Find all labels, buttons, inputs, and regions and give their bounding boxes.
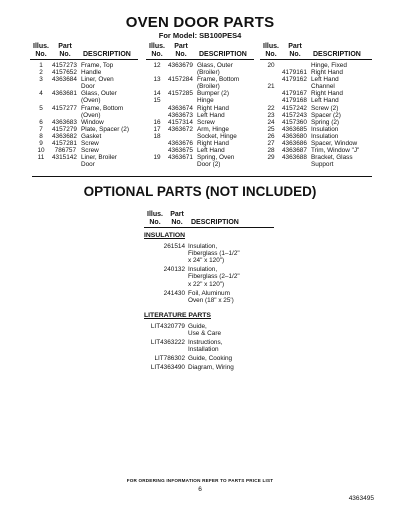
part-number: LIT4363490 <box>150 364 185 372</box>
part-number: LIT4363222 <box>150 339 185 347</box>
part-description: Spring, Oven <box>197 154 235 162</box>
part-number: 4179167 <box>282 90 307 98</box>
table-row <box>30 90 138 97</box>
part-description: Bumper (2) <box>197 90 229 98</box>
illus-number: 29 <box>267 154 275 162</box>
part-number <box>144 297 188 304</box>
header-illus-cell <box>260 43 282 58</box>
part-number: 4363685 <box>282 125 307 133</box>
table-row <box>30 154 138 161</box>
table-row <box>146 133 254 140</box>
part-description: Handle <box>81 69 102 77</box>
table-row <box>30 133 138 140</box>
part-number: 4363683 <box>52 118 77 126</box>
table-row <box>30 69 138 76</box>
list-item <box>144 266 274 273</box>
part-description: Glass, Outer <box>197 62 233 69</box>
literature-list <box>144 323 274 372</box>
illus-number <box>146 105 168 112</box>
part-description: Foil, Aluminum <box>188 289 230 297</box>
part-number: 4363676 <box>168 140 193 148</box>
header-illus-no: No. <box>149 218 161 226</box>
part-description: Plate, Spacer (2) <box>81 125 129 133</box>
part-description: Guide, Cooking <box>188 355 233 363</box>
part-number: 4363687 <box>282 147 307 155</box>
part-number: 4157281 <box>52 140 77 148</box>
part-number: 4363672 <box>168 125 193 133</box>
illus-number: 6 <box>39 118 43 126</box>
parts-table-header <box>260 43 372 60</box>
part-description: Frame, Bottom <box>197 76 240 84</box>
list-item <box>144 250 274 257</box>
table-row <box>30 126 138 133</box>
table-row <box>146 62 254 69</box>
part-number: 4157279 <box>52 125 77 133</box>
illus-number: 24 <box>267 118 275 126</box>
part-number: 4363686 <box>282 140 307 148</box>
table-row <box>260 97 372 104</box>
illus-number <box>30 83 52 90</box>
header-illus: Illus. <box>263 43 279 50</box>
part-description: Trim, Window "J" <box>311 147 360 155</box>
table-row <box>260 83 372 90</box>
illus-number: 9 <box>39 140 43 148</box>
header-illus-cell <box>146 43 168 58</box>
parts-table-header <box>30 43 138 60</box>
header-illus: Illus. <box>147 211 163 218</box>
part-number: LIT786302 <box>154 355 185 363</box>
table-row <box>260 161 372 168</box>
part-description: Right Hand <box>311 90 343 98</box>
part-number: 240132 <box>163 266 185 274</box>
part-description: Door <box>81 161 95 169</box>
table-row <box>146 76 254 83</box>
part-description: Hinge <box>197 97 214 105</box>
part-description: Insulation <box>311 125 339 133</box>
part-description: Use & Care <box>188 330 222 338</box>
header-illus-no: No. <box>35 50 47 58</box>
header-part-no: No. <box>171 218 183 226</box>
table-row <box>260 62 372 69</box>
table-row <box>260 147 372 154</box>
illus-number: 5 <box>39 104 43 112</box>
illus-number <box>260 90 282 97</box>
table-row <box>146 161 254 168</box>
part-description: Spacer, Window <box>311 140 358 148</box>
insulation-list <box>144 243 274 304</box>
list-item <box>144 243 274 250</box>
literature-section-label: LITERATURE PARTS <box>144 311 211 319</box>
part-description: Door (2) <box>197 161 221 169</box>
table-row <box>146 83 254 90</box>
table-row <box>260 112 372 119</box>
illus-number: 16 <box>153 118 161 126</box>
illus-number <box>146 69 168 76</box>
illus-number: 26 <box>267 132 275 140</box>
part-number <box>282 83 308 90</box>
table-row <box>30 112 138 119</box>
part-description: Fiberglass (1–1/2" <box>188 250 240 258</box>
part-number <box>168 69 194 76</box>
table-row <box>30 140 138 147</box>
table-row <box>146 105 254 112</box>
part-description: Screw <box>81 140 99 148</box>
table-row <box>260 133 372 140</box>
table-row <box>260 90 372 97</box>
part-description: Frame, Bottom <box>81 104 124 112</box>
illus-number: 19 <box>153 154 161 162</box>
part-description: (Oven) <box>81 97 101 105</box>
part-number <box>144 346 188 353</box>
part-number <box>168 97 194 104</box>
part-description: x 24" x 120") <box>188 257 225 265</box>
part-number: 241430 <box>163 289 185 297</box>
illus-number <box>146 161 168 168</box>
table-row <box>260 140 372 147</box>
part-description: Insulation <box>311 132 339 140</box>
table-row <box>146 69 254 76</box>
part-description: Gasket <box>81 132 102 140</box>
part-number <box>168 83 194 90</box>
illus-number <box>260 97 282 104</box>
illus-number: 22 <box>267 104 275 112</box>
part-number: 786757 <box>54 147 76 155</box>
list-item <box>144 257 274 264</box>
illus-number: 7 <box>39 125 43 133</box>
part-number: 4363682 <box>52 132 77 140</box>
illus-number: 3 <box>39 76 43 84</box>
part-number: 4363680 <box>282 132 307 140</box>
part-number: 4363681 <box>52 90 77 98</box>
list-item <box>144 323 274 330</box>
part-number <box>144 257 188 264</box>
illus-number: 2 <box>39 69 43 77</box>
part-description: Left Hand <box>197 111 225 119</box>
part-description: Liner, Broiler <box>81 154 117 162</box>
illus-number <box>146 83 168 90</box>
illus-number: 17 <box>153 125 161 133</box>
part-number: 4157314 <box>168 118 193 126</box>
part-number: 4179168 <box>282 97 307 105</box>
table-row <box>260 69 372 76</box>
header-part: Part <box>58 43 72 50</box>
header-description: DESCRIPTION <box>191 218 239 226</box>
illus-number: 8 <box>39 132 43 140</box>
part-description: Liner, Oven <box>81 76 114 84</box>
illus-number <box>30 97 52 104</box>
table-row <box>146 112 254 119</box>
table-row <box>30 147 138 154</box>
header-part-cell <box>52 43 80 58</box>
illus-number: 21 <box>267 83 275 91</box>
header-description: DESCRIPTION <box>83 50 131 58</box>
part-number: 4363674 <box>168 104 193 112</box>
part-description: Right Hand <box>197 104 229 112</box>
illus-number: 20 <box>267 62 275 69</box>
footer-note: FOR ORDERING INFORMATION REFER TO PARTS PRICE LIST <box>126 478 274 483</box>
part-description: Left Hand <box>197 147 225 155</box>
table-row <box>146 140 254 147</box>
part-number: LIT4320779 <box>150 322 185 330</box>
header-illus-no: No. <box>265 50 277 58</box>
table-row <box>146 119 254 126</box>
part-number: 4363679 <box>168 62 193 69</box>
part-description: Socket, Hinge <box>197 132 237 140</box>
part-number <box>144 281 188 288</box>
insulation-section-label: INSULATION <box>144 232 186 239</box>
part-number: 4157242 <box>282 104 307 112</box>
part-number: 4157360 <box>282 118 307 126</box>
table-row <box>30 62 138 69</box>
table-row <box>146 147 254 154</box>
header-part-no: No. <box>59 50 71 58</box>
list-item <box>144 297 274 304</box>
header-part-cell <box>168 43 196 58</box>
part-number: 261514 <box>163 243 185 251</box>
part-number: 4157243 <box>282 111 307 119</box>
table-row <box>30 83 138 90</box>
header-illus-no: No. <box>151 50 163 58</box>
part-description: Left Hand <box>311 97 339 105</box>
parts-column-1 <box>30 43 138 168</box>
illus-number: 1 <box>39 62 43 69</box>
part-description: Channel <box>311 83 335 91</box>
table-row <box>260 76 372 83</box>
list-item <box>144 281 274 288</box>
header-part: Part <box>174 43 188 50</box>
header-description: DESCRIPTION <box>313 50 361 58</box>
header-part: Part <box>170 211 184 218</box>
part-description: Screw (2) <box>311 104 339 112</box>
table-row <box>146 90 254 97</box>
table-row <box>260 119 372 126</box>
part-number: 4363688 <box>282 154 307 162</box>
illus-number: 13 <box>153 76 161 84</box>
header-illus: Illus. <box>149 43 165 50</box>
list-item <box>144 355 274 362</box>
table-row <box>260 105 372 112</box>
illus-number: 28 <box>267 147 275 155</box>
list-item <box>144 364 274 371</box>
part-description: Screw <box>81 147 99 155</box>
table-row <box>146 154 254 161</box>
illus-number <box>146 112 168 119</box>
header-part-cell <box>282 43 310 58</box>
part-description: Door <box>81 83 95 91</box>
header-part: Part <box>288 43 302 50</box>
part-number <box>52 97 78 104</box>
illus-number: 4 <box>39 90 43 98</box>
header-part-no: No. <box>289 50 301 58</box>
illus-number: 10 <box>37 147 45 155</box>
table-row <box>30 161 138 168</box>
part-description: Bracket, Glass <box>311 154 353 162</box>
illus-number <box>260 76 282 83</box>
illus-number <box>146 140 168 147</box>
part-description: Spring (2) <box>311 118 340 126</box>
table-row <box>30 119 138 126</box>
part-description: Glass, Outer <box>81 90 117 98</box>
part-number <box>282 161 308 168</box>
part-description: Insulation, <box>188 243 218 251</box>
page-title: OVEN DOOR PARTS <box>125 14 275 31</box>
illus-number <box>30 161 52 168</box>
illus-number: 11 <box>37 154 45 162</box>
part-number: 4179161 <box>282 69 307 77</box>
list-item <box>144 339 274 346</box>
part-number <box>144 250 188 257</box>
illus-number: 18 <box>153 132 161 140</box>
part-description: Oven (18" x 25') <box>188 296 234 304</box>
table-row <box>30 97 138 104</box>
part-number <box>168 161 194 168</box>
table-row <box>146 126 254 133</box>
part-number: 4363673 <box>168 111 193 119</box>
part-description: Installation <box>188 346 219 354</box>
part-description: Support <box>311 161 334 169</box>
optional-parts-title: OPTIONAL PARTS (NOT INCLUDED) <box>83 184 317 199</box>
table-row <box>30 76 138 83</box>
illus-number <box>260 69 282 76</box>
part-number <box>52 161 78 168</box>
table-row <box>260 126 372 133</box>
illus-number: 15 <box>153 97 161 105</box>
part-number: 4363675 <box>168 147 193 155</box>
list-item <box>144 346 274 353</box>
part-description: (Broiler) <box>197 69 220 77</box>
list-item <box>144 273 274 280</box>
part-description: Frame, Top <box>81 62 114 69</box>
illus-number <box>146 147 168 154</box>
header-illus-cell <box>30 43 52 58</box>
part-number <box>144 330 188 337</box>
part-description: Fiberglass (2–1/2" <box>188 273 240 281</box>
part-number: 4157652 <box>52 69 77 77</box>
part-description: Diagram, Wiring <box>188 364 234 372</box>
header-illus: Illus. <box>33 43 49 50</box>
part-description: Screw <box>197 118 215 126</box>
document-number: 4363495 <box>348 495 374 502</box>
list-item <box>144 330 274 337</box>
table-row <box>260 154 372 161</box>
part-number: 4315142 <box>52 154 77 162</box>
section-divider <box>32 176 372 177</box>
part-description: Arm, Hinge <box>197 125 229 133</box>
part-description: x 22" x 120") <box>188 280 225 288</box>
part-description: Insulation, <box>188 266 218 274</box>
header-part-no: No. <box>175 50 187 58</box>
part-number: 4157273 <box>52 62 77 69</box>
part-description: Spacer (2) <box>311 111 341 119</box>
illus-number <box>260 161 282 168</box>
optional-parts-header <box>144 211 274 228</box>
optional-parts-block <box>144 211 274 374</box>
part-description: (Broiler) <box>197 83 220 91</box>
illus-number: 23 <box>267 111 275 119</box>
part-number: 4157277 <box>52 104 77 112</box>
list-item <box>144 290 274 297</box>
part-number <box>52 112 78 119</box>
part-number: 4363671 <box>168 154 193 162</box>
part-description: Window <box>81 118 104 126</box>
part-number: 4179162 <box>282 76 307 84</box>
page-subtitle: For Model: SB100PES4 <box>158 31 242 40</box>
part-description: Right Hand <box>311 69 343 77</box>
illus-number: 14 <box>153 90 161 98</box>
part-description: (Oven) <box>81 111 101 119</box>
part-description: Guide, <box>188 322 207 330</box>
part-number: 4363684 <box>52 76 77 84</box>
table-row <box>30 105 138 112</box>
part-number <box>144 273 188 280</box>
part-number <box>52 83 78 90</box>
header-description: DESCRIPTION <box>199 50 247 58</box>
parts-column-2 <box>146 43 254 168</box>
illus-number: 27 <box>267 140 275 148</box>
parts-column-3 <box>260 43 372 168</box>
part-description: Instructions, <box>188 339 223 347</box>
table-row <box>146 97 254 104</box>
part-number: 4157284 <box>168 76 193 84</box>
part-number: 4157285 <box>168 90 193 98</box>
part-number <box>282 62 308 69</box>
part-description: Left Hand <box>311 76 339 84</box>
part-description: Hinge, Fixed <box>311 62 347 69</box>
page-number: 6 <box>198 486 202 493</box>
illus-number: 12 <box>153 62 161 69</box>
illus-number <box>30 112 52 119</box>
parts-table-header <box>146 43 254 60</box>
part-description: Right Hand <box>197 140 229 148</box>
part-number <box>168 133 194 140</box>
illus-number: 25 <box>267 125 275 133</box>
